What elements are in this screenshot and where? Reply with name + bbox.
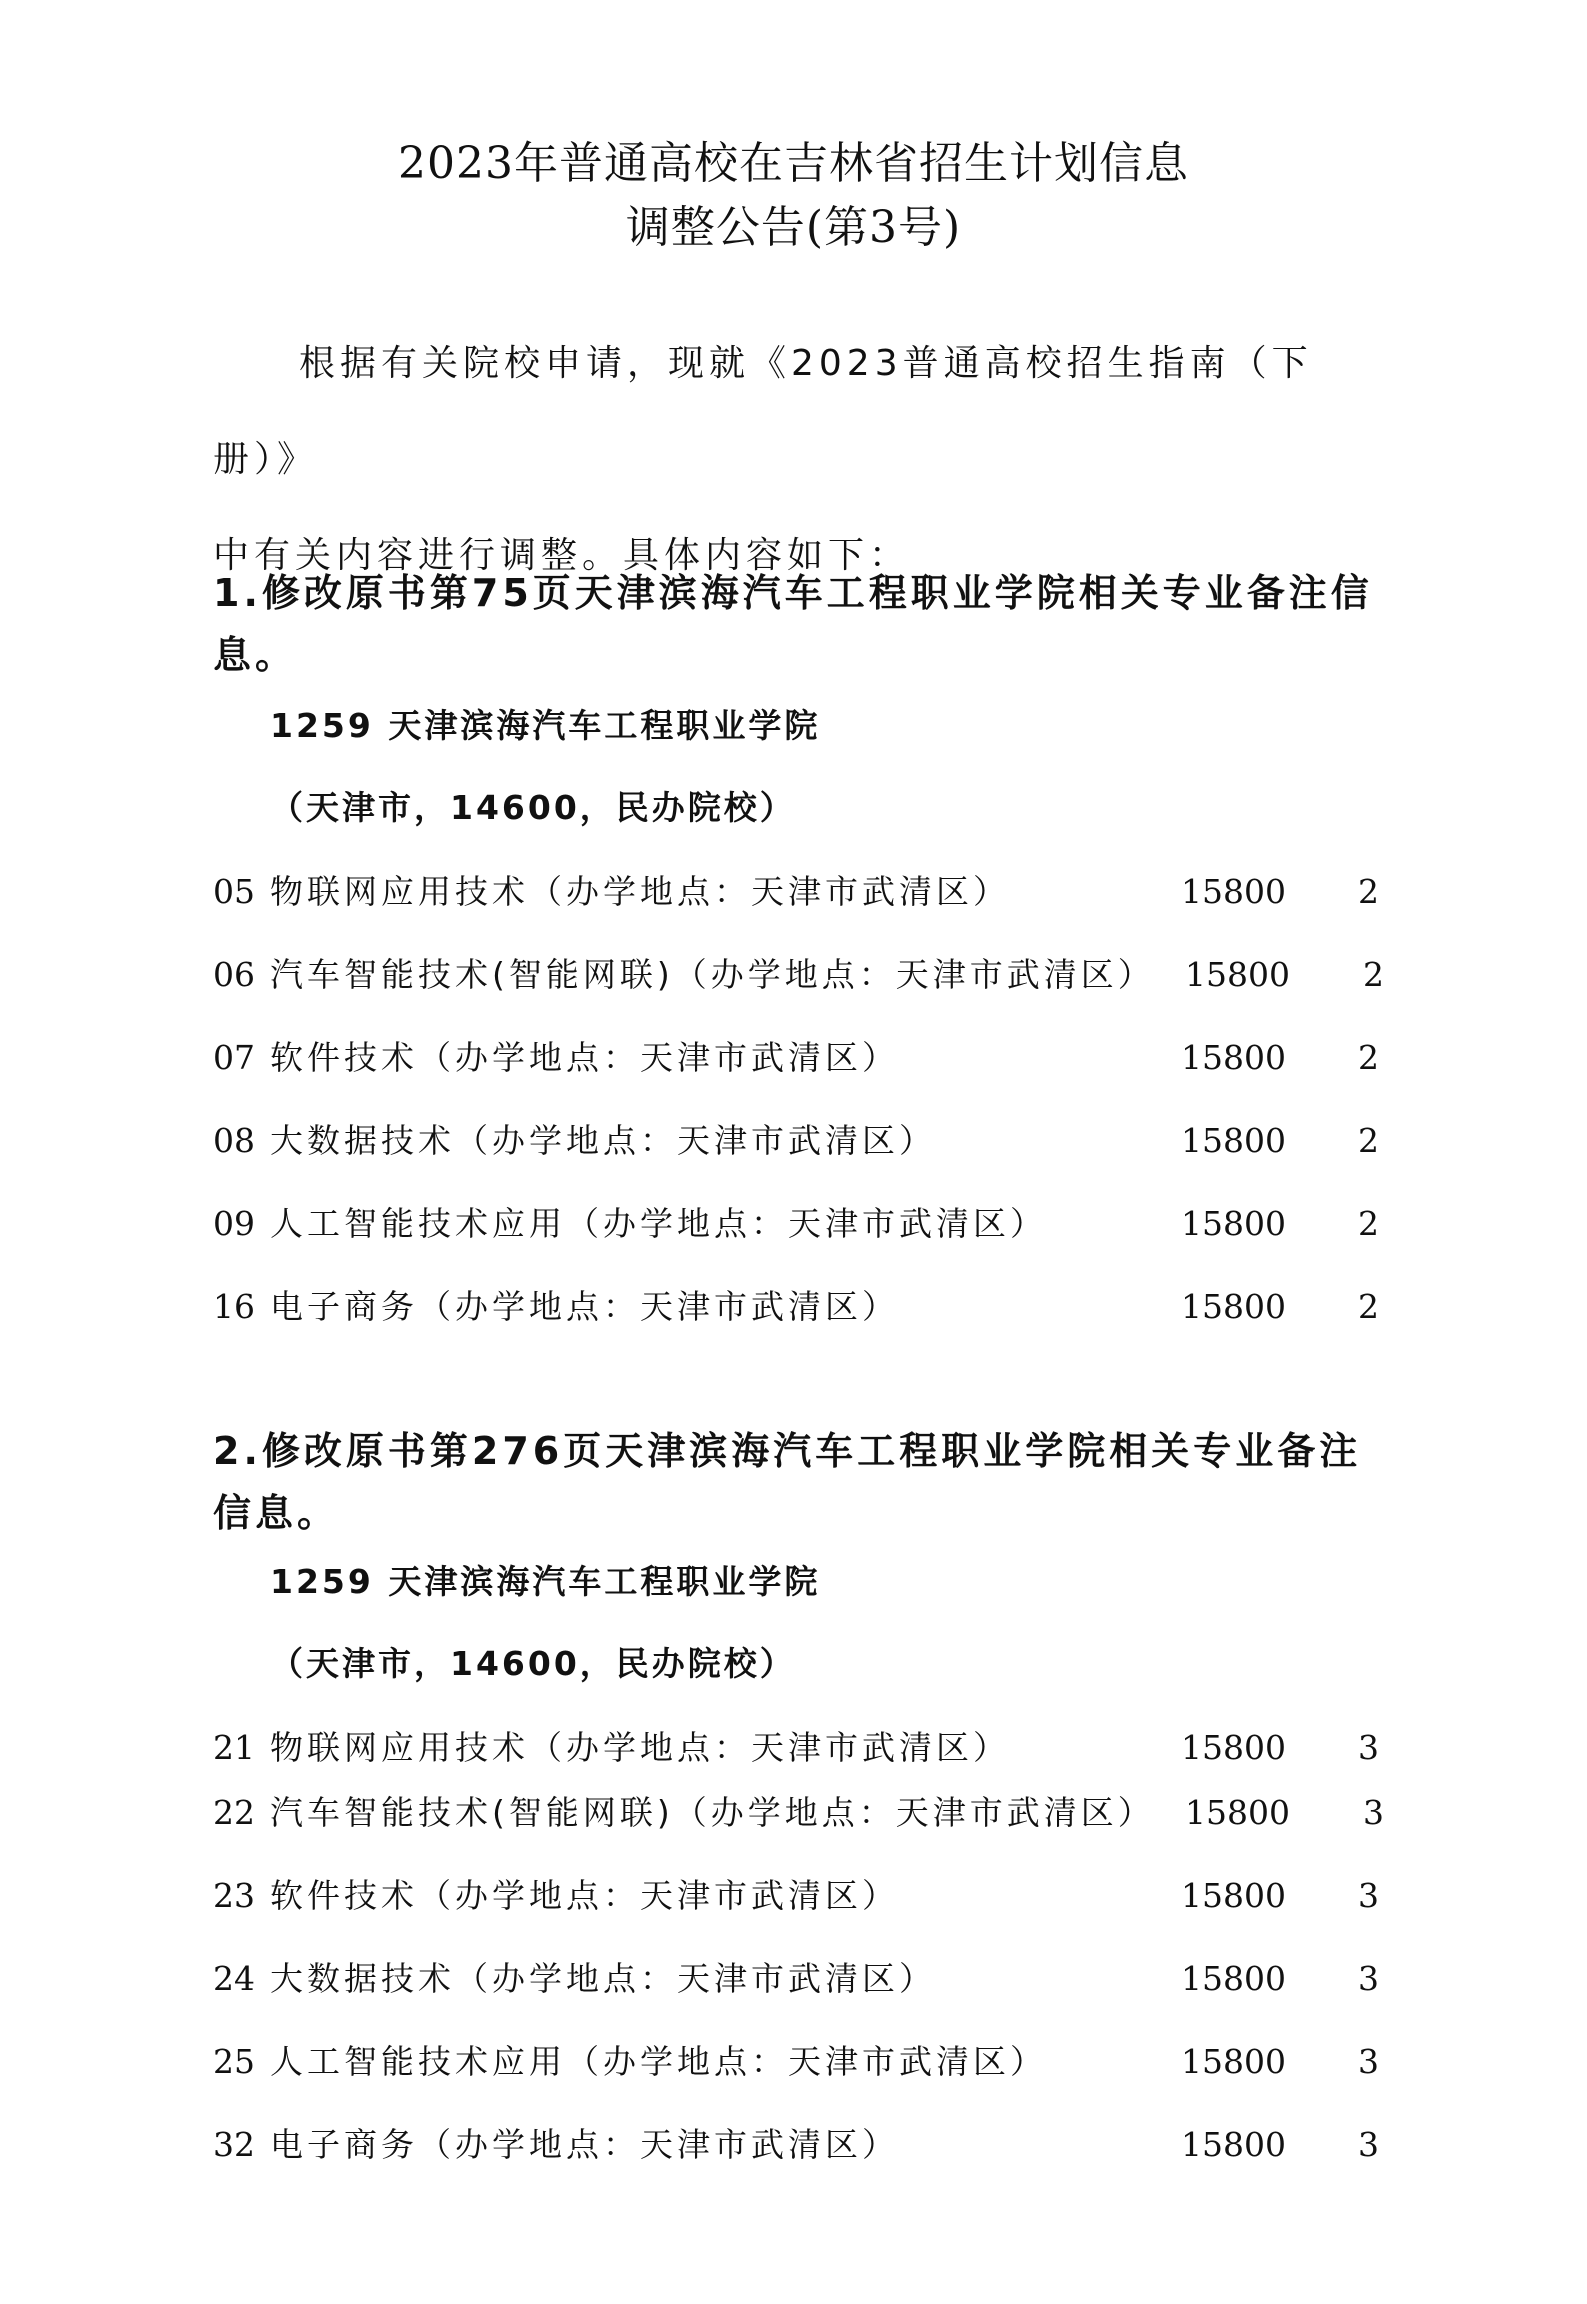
table-row [213, 1726, 1393, 1770]
tuition-fee: 15800 [1181, 1038, 1286, 1077]
major-code: 06 [213, 955, 255, 994]
major-code: 05 [213, 872, 255, 911]
section-1-school-info: （天津市，14600，民办院校） [270, 788, 796, 827]
section-1-school-name: 1259 天津滨海汽车工程职业学院 [270, 706, 821, 745]
section-2-heading: 2.修改原书第276页天津滨海汽车工程职业学院相关专业备注信息。 [213, 1429, 1362, 1535]
major-code: 32 [213, 2125, 255, 2164]
plan-count: 2 [1358, 1121, 1379, 1160]
table-row [213, 1874, 1393, 1918]
plan-count: 2 [1358, 1204, 1379, 1243]
section-2-school-info: （天津市，14600，民办院校） [270, 1644, 796, 1683]
table-row [213, 2040, 1393, 2084]
major-name: 人工智能技术应用（办学地点：天津市武清区） [270, 1204, 1047, 1243]
plan-count: 3 [1358, 2042, 1379, 2081]
major-name: 汽车智能技术(智能网联)（办学地点：天津市武清区） [270, 1793, 1155, 1832]
table-row [213, 1036, 1393, 1080]
major-name: 电子商务（办学地点：天津市武清区） [270, 1287, 899, 1326]
tuition-fee: 15800 [1181, 1287, 1286, 1326]
major-code: 16 [213, 1287, 255, 1326]
tuition-fee: 15800 [1181, 2042, 1286, 2081]
plan-count: 2 [1358, 1038, 1379, 1077]
plan-count: 3 [1358, 1959, 1379, 1998]
tuition-fee: 15800 [1181, 2125, 1286, 2164]
section-2-school-name: 1259 天津滨海汽车工程职业学院 [270, 1562, 821, 1601]
tuition-fee: 15800 [1181, 1876, 1286, 1915]
major-name: 人工智能技术应用（办学地点：天津市武清区） [270, 2042, 1047, 2081]
table-row [213, 1957, 1393, 2001]
major-code: 08 [213, 1121, 255, 1160]
tuition-fee: 15800 [1185, 955, 1290, 994]
table-row [213, 953, 1393, 997]
major-code: 21 [213, 1728, 255, 1767]
major-code: 24 [213, 1959, 255, 1998]
major-name: 物联网应用技术（办学地点：天津市武清区） [270, 1728, 1010, 1767]
plan-count: 3 [1358, 1876, 1379, 1915]
table-row [213, 1202, 1393, 1246]
plan-count: 2 [1358, 872, 1379, 911]
intro-paragraph [213, 316, 1393, 604]
document-title-line-2: 调整公告(第3号) [625, 202, 962, 253]
plan-count: 3 [1358, 2125, 1379, 2164]
table-row [213, 1285, 1393, 1329]
table-row [213, 2123, 1393, 2167]
major-code: 25 [213, 2042, 255, 2081]
table-row [213, 1791, 1393, 1835]
major-code: 07 [213, 1038, 255, 1077]
table-row [213, 870, 1393, 914]
section-1-heading: 1.修改原书第75页天津滨海汽车工程职业学院相关专业备注信息。 [213, 571, 1373, 677]
intro-line-2: 中有关内容进行调整。具体内容如下： [213, 535, 911, 576]
table-row [213, 1119, 1393, 1163]
major-name: 汽车智能技术(智能网联)（办学地点：天津市武清区） [270, 955, 1155, 994]
intro-line-1: 根据有关院校申请，现就《2023普通高校招生指南（下册）》 [213, 343, 1313, 480]
tuition-fee: 15800 [1181, 1728, 1286, 1767]
plan-count: 2 [1358, 1287, 1379, 1326]
tuition-fee: 15800 [1181, 1959, 1286, 1998]
plan-count: 3 [1358, 1728, 1379, 1767]
tuition-fee: 15800 [1185, 1793, 1290, 1832]
major-code: 22 [213, 1793, 255, 1832]
document-title-line-1: 2023年普通高校在吉林省招生计划信息 [398, 138, 1189, 189]
major-code: 23 [213, 1876, 255, 1915]
tuition-fee: 15800 [1181, 1121, 1286, 1160]
major-name: 物联网应用技术（办学地点：天津市武清区） [270, 872, 1010, 911]
major-code: 09 [213, 1204, 255, 1243]
plan-count: 2 [1363, 955, 1384, 994]
tuition-fee: 15800 [1181, 872, 1286, 911]
major-name: 大数据技术（办学地点：天津市武清区） [270, 1121, 936, 1160]
major-name: 大数据技术（办学地点：天津市武清区） [270, 1959, 936, 1998]
major-name: 软件技术（办学地点：天津市武清区） [270, 1038, 899, 1077]
plan-count: 3 [1363, 1793, 1384, 1832]
tuition-fee: 15800 [1181, 1204, 1286, 1243]
major-name: 软件技术（办学地点：天津市武清区） [270, 1876, 899, 1915]
major-name: 电子商务（办学地点：天津市武清区） [270, 2125, 899, 2164]
